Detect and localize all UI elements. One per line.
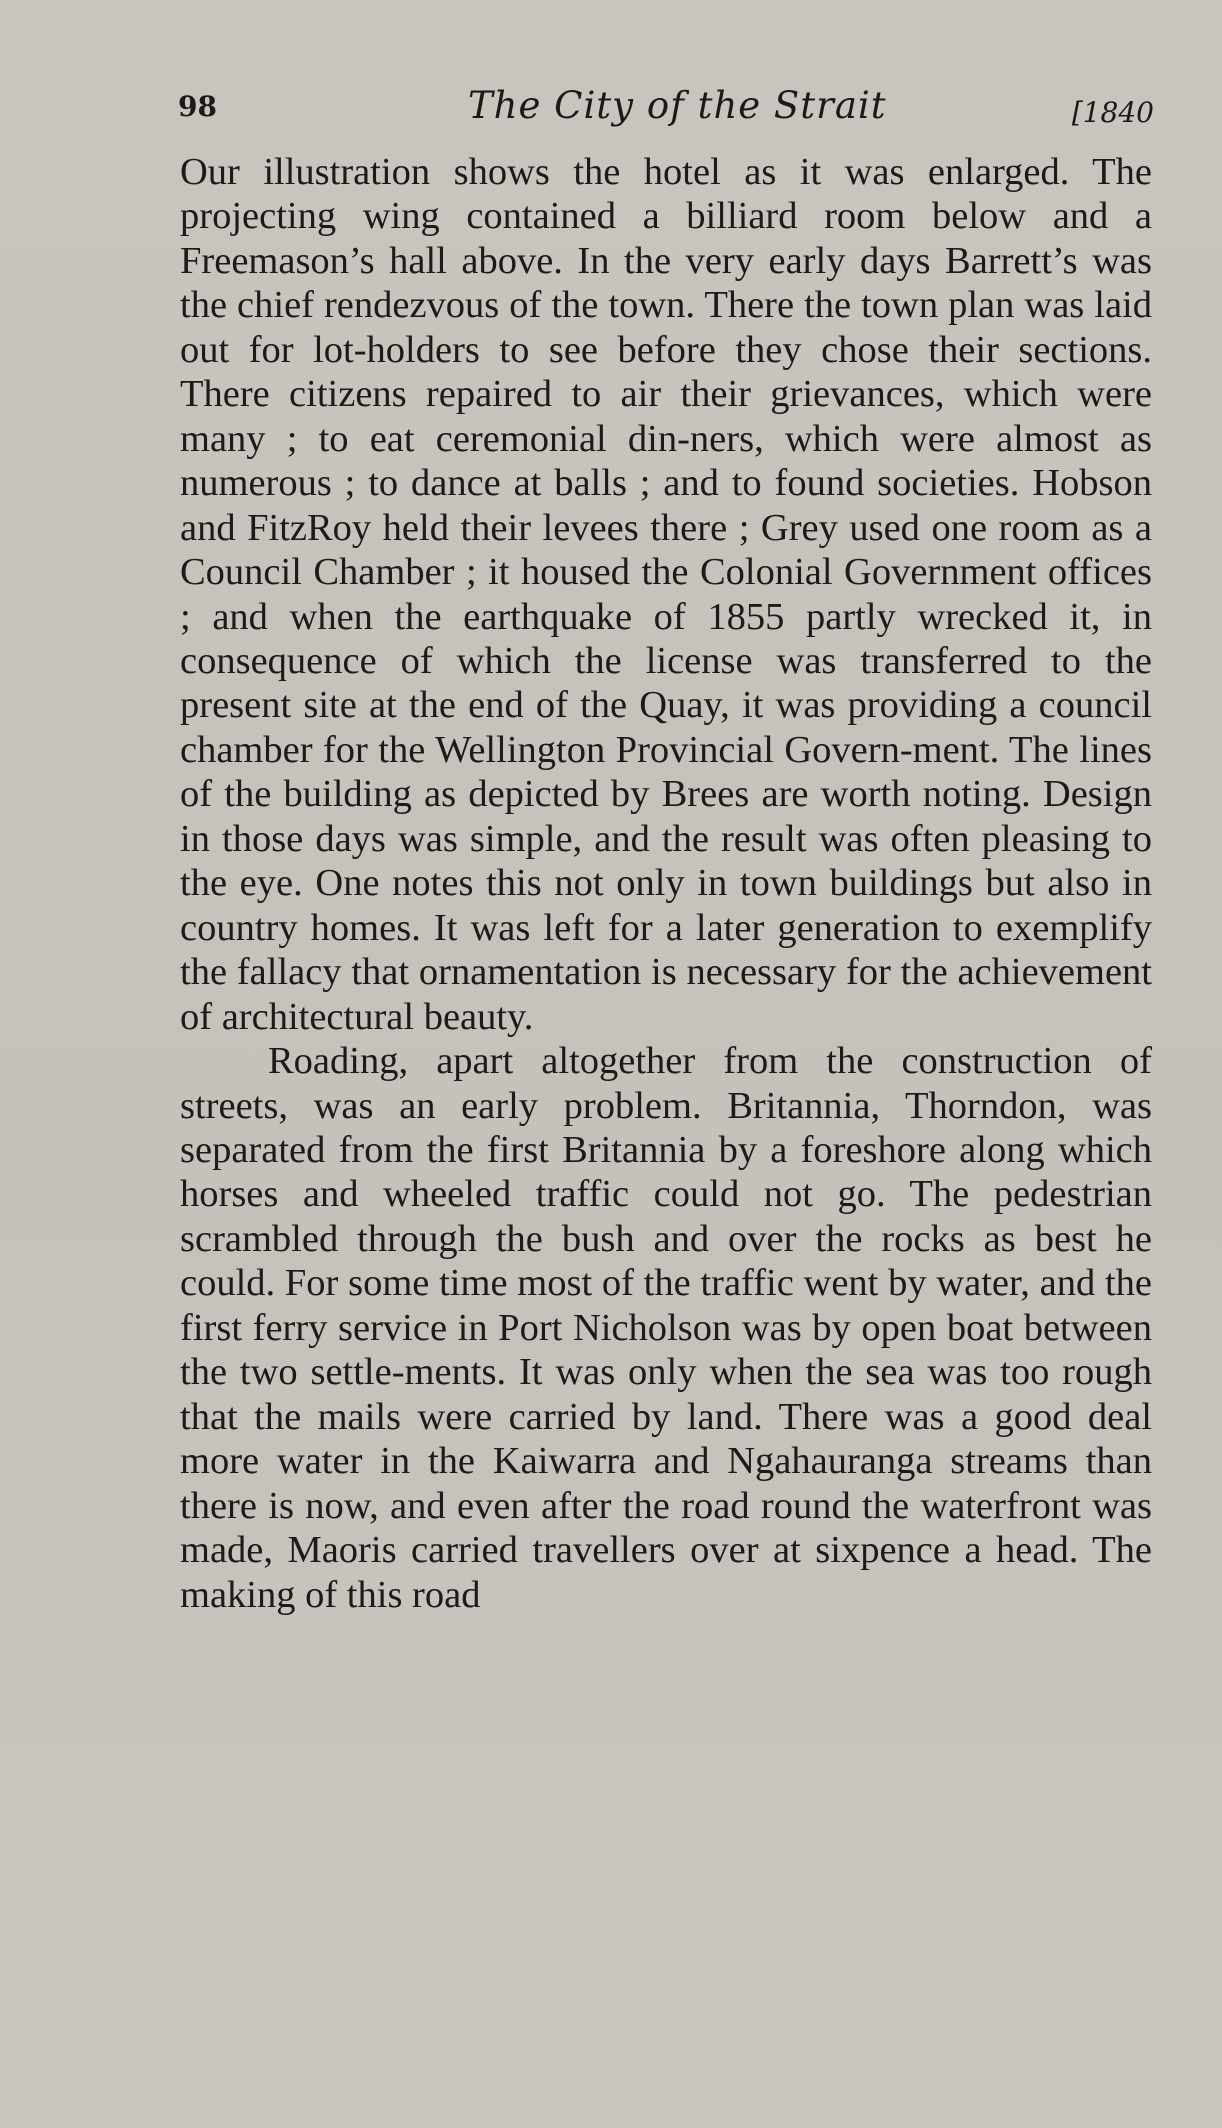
running-title: The City of the Strait xyxy=(468,84,887,127)
running-head xyxy=(178,82,1178,142)
page-number: 98 xyxy=(178,90,217,123)
paragraph-roading: Roading, apart altogether from the construction of streets, was an early problem. Britannia, Thorndon, was separated from the first Britannia by a foreshore along which horses and wheeled traffic could not go. The pedestrian scrambled through the bush and over the rocks as best he could. For some time most of the traffic went by water, and the first ferry service in Port Nicholson was by open boat between the two settle-ments. It was only when the sea was too rough that the mails were carried by land. There was a good deal more water in the Kaiwarra and Ngahauranga streams than there is now, and even after the road round the waterfront was made, Maoris carried travellers over at sixpence a head. The making of this road xyxy=(180,1040,1152,1616)
paragraph-hotel: Our illustration shows the hotel as it was enlarged. The projecting wing contained a billiard room below and a Freemason’s hall above. In the very early days Barrett’s was the chief rendezvous of the town. There the town plan was laid out for lot-holders to see before they chose their sections. There citizens repaired to air their grievances, which were many ; to eat ceremonial din-ners, which were almost as numerous ; to dance at balls ; and to found societies. Hobson and FitzRoy held their levees there ; Grey used one room as a Council Chamber ; it housed the Colonial Government offices ; and when the earthquake of 1855 partly wrecked it, in consequence of which the license was transferred to the present site at the end of the Quay, it was providing a council chamber for the Wellington Provincial Govern-ment. The lines of the building as depicted by Brees are worth noting. Design in those days was simple, and the result was often pleasing to the eye. One notes this not only in town buildings but also in country homes. It was left for a later generation to exemplify the fallacy that ornamentation is necessary for the achievement of architectural beauty. xyxy=(180,151,1152,1038)
year-marker: [1840 xyxy=(1071,96,1154,129)
body-text xyxy=(180,150,1152,1617)
